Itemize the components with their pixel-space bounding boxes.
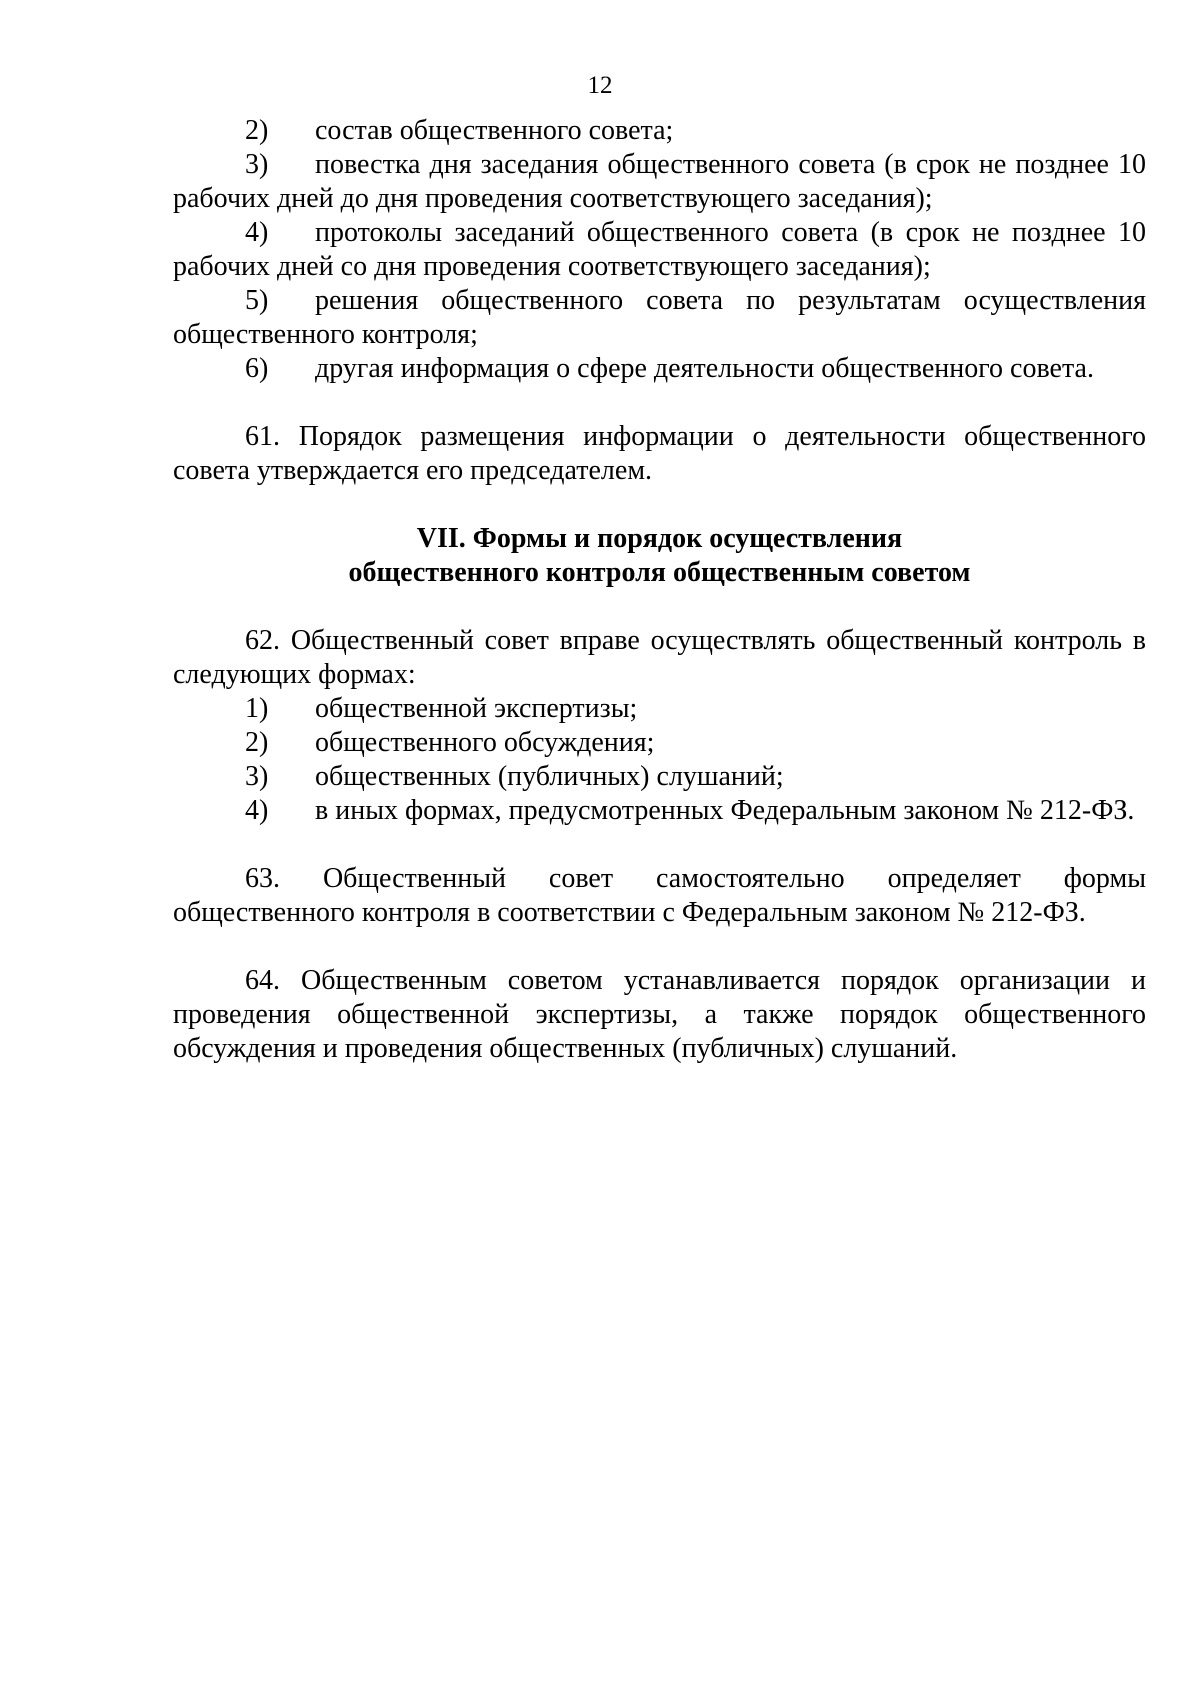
paragraph-number: 62. (245, 625, 280, 656)
list-item-text: другая информация о сфере деятельности общественного совета. (315, 353, 1094, 384)
list-item-text: состав общественного совета; (315, 115, 674, 146)
list-item (173, 794, 1146, 828)
list-item-number: 3) (245, 149, 269, 180)
list-item (173, 216, 1146, 284)
list-item (173, 114, 1146, 148)
list-item-number: 3) (245, 761, 269, 792)
paragraph-number: 63. (245, 863, 280, 894)
list-item-text: общественного обсуждения; (315, 727, 655, 758)
list-item (173, 726, 1146, 760)
list-item (173, 760, 1146, 794)
list-item-text: протоколы заседаний общественного совета (в срок не позднее 10 рабочих дней со дня проведения соответствующего заседания); (173, 217, 1146, 282)
list-item-number: 4) (245, 217, 269, 248)
paragraph-63 (173, 862, 1146, 930)
list-item-text: общественных (публичных) слушаний; (315, 761, 784, 792)
section-heading-line-1: VII. Формы и порядок осуществления (416, 523, 903, 554)
paragraph-61 (173, 420, 1146, 488)
list-item-text: общественной экспертизы; (315, 693, 638, 724)
list-item-text: в иных формах, предусмотренных Федеральным законом № 212-ФЗ. (315, 795, 1135, 826)
paragraph-number: 64. (245, 965, 280, 996)
list-item-number: 2) (245, 115, 269, 146)
paragraph-number: 61. (245, 421, 280, 452)
list-item-text: решения общественного совета по результатам осуществления общественного контроля; (173, 285, 1146, 350)
list-item (173, 692, 1146, 726)
list-item-number: 6) (245, 353, 269, 384)
paragraph-62 (173, 624, 1146, 692)
list-item-number: 5) (245, 285, 269, 316)
paragraph-text: Общественный совет самостоятельно определяет формы общественного контроля в соответствии с Федеральным законом № 212-ФЗ. (173, 863, 1147, 928)
paragraph-text: Общественным советом устанавливается порядок организации и проведения общественной экспертизы, а также порядок общественного обсуждения и проведения общественных (публичных) слушаний. (173, 965, 1147, 1064)
list-item-number: 1) (245, 693, 269, 724)
list-item (173, 284, 1146, 352)
list-item (173, 148, 1146, 216)
section-heading-line-2: общественного контроля общественным советом (348, 557, 971, 588)
list-item (173, 352, 1146, 386)
list-item-text: повестка дня заседания общественного совета (в срок не позднее 10 рабочих дней до дня проведения соответствующего заседания); (173, 149, 1146, 214)
page-number: 12 (587, 72, 613, 99)
paragraph-text: Общественный совет вправе осуществлять общественный контроль в следующих формах: (173, 625, 1146, 690)
list-item-number: 2) (245, 727, 269, 758)
document-body (173, 114, 1146, 1066)
list-item-number: 4) (245, 795, 269, 826)
paragraph-64 (173, 964, 1146, 1066)
paragraph-text: Порядок размещения информации о деятельности общественного совета утверждается его председателем. (173, 421, 1147, 486)
